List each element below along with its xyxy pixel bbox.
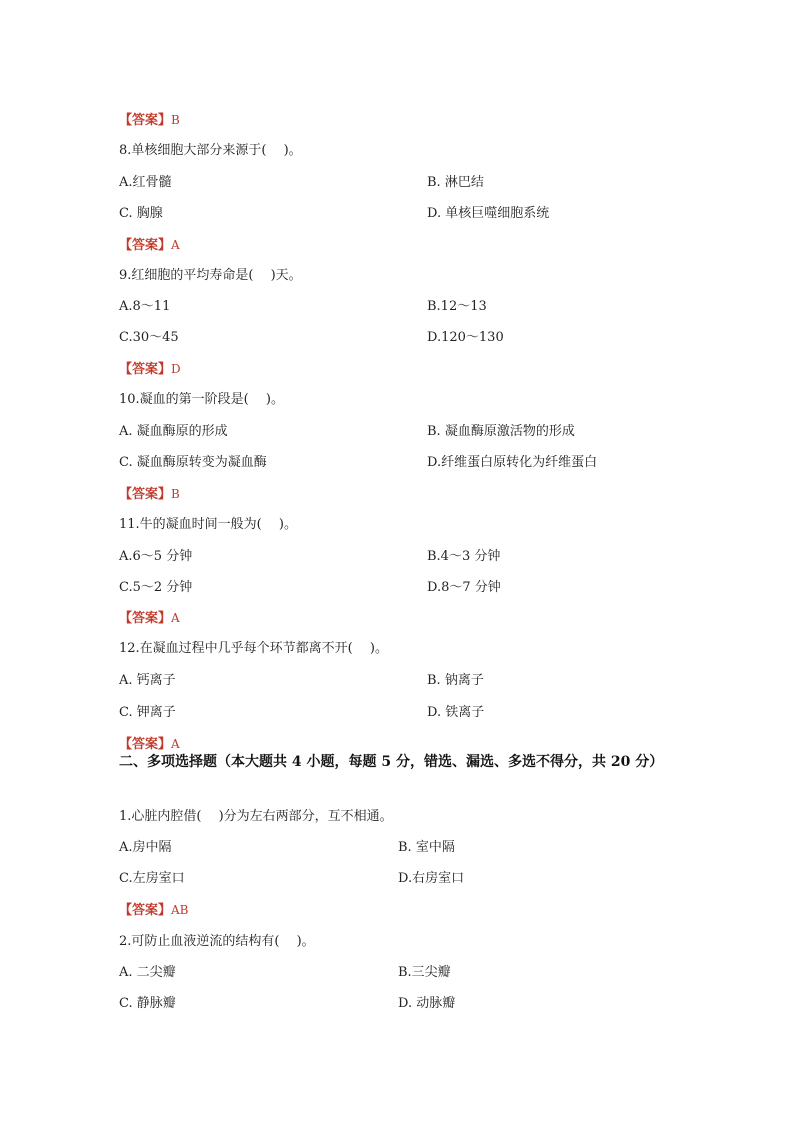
question-stem: 1.心脏内腔借( )分为左右两部分，互不相通。 xyxy=(119,809,393,824)
question-option: A.红骨髓 xyxy=(119,175,172,190)
answer-value: B xyxy=(171,487,180,501)
answer-value: A xyxy=(171,238,180,252)
question-option: B. 凝血酶原激活物的形成 xyxy=(427,424,575,439)
question-option: A.8～11 xyxy=(119,299,171,314)
question-option: B. 淋巴结 xyxy=(427,175,484,190)
question-stem: 9.红细胞的平均寿命是( )天。 xyxy=(119,268,302,283)
question-stem: 8.单核细胞大部分来源于( )。 xyxy=(119,143,302,158)
question-option: D.右房室口 xyxy=(398,871,465,886)
answer-line xyxy=(119,361,181,378)
question-stem: 12.在凝血过程中几乎每个环节都离不开( )。 xyxy=(119,641,388,656)
question-stem: 2.可防止血液逆流的结构有( )。 xyxy=(119,934,315,949)
question-stem: 10.凝血的第一阶段是( )。 xyxy=(119,392,284,407)
question-option: B. 室中隔 xyxy=(398,840,455,855)
answer-line xyxy=(119,736,180,753)
question-option: D. 单核巨噬细胞系统 xyxy=(427,206,550,221)
question-option: D.纤维蛋白原转化为纤维蛋白 xyxy=(427,455,598,470)
question-option: C.5～2 分钟 xyxy=(119,580,193,595)
answer-line xyxy=(119,486,180,503)
question-option: A.6～5 分钟 xyxy=(119,549,193,564)
answer-line xyxy=(119,237,180,254)
answer-label: 【答案】 xyxy=(119,737,172,752)
question-option: A. 钙离子 xyxy=(119,673,176,688)
question-option: B. 钠离子 xyxy=(427,673,484,688)
question-option: C.30～45 xyxy=(119,330,179,345)
answer-label: 【答案】 xyxy=(119,487,172,502)
question-option: D.120～130 xyxy=(427,330,504,345)
answer-label: 【答案】 xyxy=(119,611,172,626)
answer-label: 【答案】 xyxy=(119,903,172,918)
answer-value: B xyxy=(171,113,180,127)
answer-value: A xyxy=(171,611,180,625)
question-option: A.房中隔 xyxy=(119,840,172,855)
question-option: B.三尖瓣 xyxy=(398,965,451,980)
answer-label: 【答案】 xyxy=(119,362,172,377)
answer-value: A xyxy=(171,737,180,751)
answer-line xyxy=(119,112,180,129)
question-option: C. 静脉瓣 xyxy=(119,996,176,1011)
answer-value: AB xyxy=(171,903,189,917)
question-option: A. 凝血酶原的形成 xyxy=(119,424,228,439)
question-option: D.8～7 分钟 xyxy=(427,580,501,595)
section-heading: 二、多项选择题（本大题共 4 小题，每题 5 分，错选、漏选、多选不得分，共 20 分） xyxy=(119,754,664,770)
question-stem: 11.牛的凝血时间一般为( )。 xyxy=(119,517,297,532)
question-option: D. 铁离子 xyxy=(427,705,485,720)
question-option: C. 胸腺 xyxy=(119,206,163,221)
question-option: C. 凝血酶原转变为凝血酶 xyxy=(119,455,267,470)
question-option: C.左房室口 xyxy=(119,871,185,886)
question-option: C. 钾离子 xyxy=(119,705,176,720)
question-option: B.12～13 xyxy=(427,299,487,314)
question-option: D. 动脉瓣 xyxy=(398,996,456,1011)
answer-label: 【答案】 xyxy=(119,238,172,253)
answer-value: D xyxy=(171,362,181,376)
answer-label: 【答案】 xyxy=(119,113,172,128)
answer-line xyxy=(119,610,180,627)
question-option: A. 二尖瓣 xyxy=(119,965,176,980)
answer-line xyxy=(119,902,189,919)
question-option: B.4～3 分钟 xyxy=(427,549,501,564)
